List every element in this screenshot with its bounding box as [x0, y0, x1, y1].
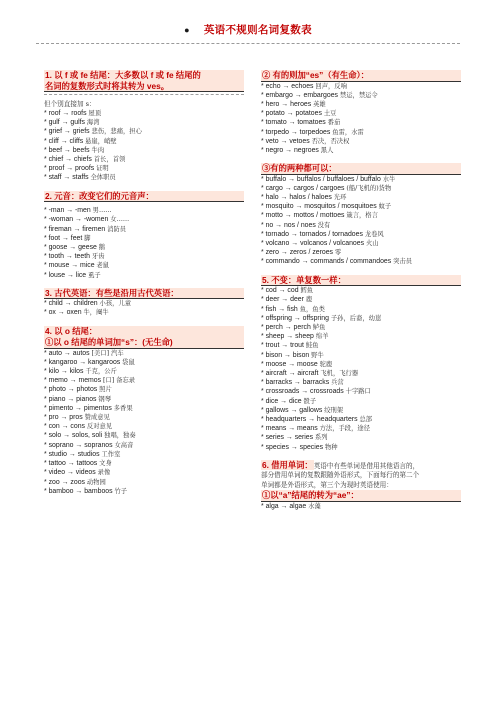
- word-pair: * proof → proofs: [44, 165, 95, 173]
- list-item: [44, 395, 244, 404]
- list-item: [44, 459, 244, 468]
- chinese-meaning: 女高音: [114, 441, 134, 449]
- word-pair: * trout → trout: [261, 342, 304, 350]
- word-pair: * species → species: [261, 443, 324, 451]
- word-pair: * pimento → pimentos: [44, 404, 112, 412]
- chinese-meaning: 反对意见: [86, 423, 113, 431]
- list-item: [261, 295, 461, 304]
- list-item: [261, 443, 461, 452]
- word-pair: * child → children: [44, 300, 98, 308]
- section-4-list-2: [261, 82, 461, 156]
- list-item: [44, 234, 244, 243]
- list-item: [44, 261, 244, 270]
- list-item: [261, 433, 461, 442]
- chinese-meaning: 龙卷风: [364, 230, 384, 238]
- list-item: [261, 397, 461, 406]
- chinese-meaning: 小孩，儿童: [99, 300, 132, 308]
- list-item: [44, 215, 244, 224]
- chinese-meaning: 番茄: [327, 119, 341, 127]
- list-item: [261, 239, 461, 248]
- list-item: [44, 450, 244, 459]
- list-item: [261, 314, 461, 323]
- chinese-meaning: (船/飞机的)货物: [346, 184, 392, 192]
- chinese-meaning: 千克，公斤: [85, 368, 117, 376]
- word-pair: * tomato → tomatoes: [261, 119, 326, 127]
- word-pair: * con → cons: [44, 423, 85, 431]
- list-item: [261, 248, 461, 257]
- word-pair: * staff → staffs: [44, 174, 89, 182]
- list-item: [261, 230, 461, 239]
- list-item: [261, 378, 461, 387]
- word-pair: * -woman → -women: [44, 216, 109, 224]
- chinese-meaning: 鱼，鱼类: [299, 305, 325, 313]
- chinese-meaning: 绞刑架: [324, 406, 344, 414]
- chinese-meaning: 方法，手段，途径: [319, 425, 370, 433]
- list-item: [261, 91, 461, 100]
- word-pair: * louse → lice: [44, 271, 87, 279]
- chinese-meaning: 兵营: [331, 379, 344, 387]
- list-item: [44, 404, 244, 413]
- word-pair: * sheep → sheep: [261, 333, 314, 341]
- list-item: [44, 206, 244, 215]
- word-pair: * piano → pianos: [44, 395, 97, 403]
- chinese-meaning: 没有: [317, 221, 331, 229]
- section-3-heading: 3. 古代英语：有些是沿用古代英语：: [44, 288, 244, 300]
- word-pair: * deer → deer: [261, 296, 304, 304]
- word-pair: * dice → dice: [261, 397, 302, 405]
- chinese-meaning: 禁运，禁运令: [339, 91, 378, 99]
- list-item: [261, 146, 461, 155]
- section-4-subheading-2: ② 有的则加“es”（有生命）：: [261, 70, 461, 82]
- list-item: [261, 305, 461, 314]
- list-item: [44, 431, 244, 440]
- list-item: [261, 100, 461, 109]
- chinese-meaning: 女……: [110, 216, 130, 224]
- chinese-meaning: 系列: [315, 434, 328, 442]
- list-item: [44, 127, 244, 136]
- list-item: [261, 332, 461, 341]
- word-pair: * -man → -men: [44, 207, 91, 215]
- chinese-meaning: 牙齿: [91, 253, 105, 261]
- list-item: [44, 308, 244, 317]
- bullet-icon: ●: [184, 25, 190, 35]
- word-pair: * gulf → gulfs: [44, 119, 85, 127]
- list-item: [261, 109, 461, 118]
- section-1-list: [44, 109, 244, 183]
- list-item: [44, 367, 244, 376]
- chinese-meaning: 飞机，飞行器: [320, 369, 359, 377]
- word-pair: * ox → oxen: [44, 309, 82, 317]
- list-item: [44, 376, 244, 385]
- list-item: [44, 137, 244, 146]
- word-pair: * zero → zeros / zeroes: [261, 249, 333, 257]
- chinese-meaning: 鳕鱼: [300, 287, 314, 295]
- chinese-meaning: 骰子: [303, 397, 317, 405]
- list-item: [261, 502, 461, 511]
- list-item: [44, 252, 244, 261]
- list-item: [261, 184, 461, 193]
- list-item: [44, 468, 244, 477]
- word-pair: * zoo → zoos: [44, 478, 85, 486]
- list-item: [44, 118, 244, 127]
- word-pair: * cliff → cliffs: [44, 137, 84, 145]
- chinese-meaning: 全体职员: [90, 174, 116, 182]
- section-1-heading: 1. 以 f 或 fe 结尾：大多数以 f 或 fe 结尾的 名词的复数形式时将其转为 ves。: [44, 70, 244, 92]
- chinese-meaning: [口] 备忘录: [102, 377, 136, 385]
- list-item: [261, 193, 461, 202]
- word-pair: * video → videos: [44, 469, 96, 477]
- word-pair: * pro → pros: [44, 414, 83, 422]
- list-item: [44, 422, 244, 431]
- chinese-meaning: 零: [334, 249, 342, 257]
- word-pair: * mosquito → mosquitos / mosquitoes: [261, 203, 377, 211]
- chinese-meaning: 十字路口: [345, 388, 371, 396]
- section-4-list-1: [44, 349, 244, 496]
- chinese-meaning: 绵羊: [315, 333, 329, 341]
- chinese-meaning: 证明: [96, 165, 109, 173]
- section-4-subheading-1: ①以 o 结尾的单词加“s”：(无生命): [44, 337, 244, 349]
- chinese-meaning: 多香果: [113, 404, 133, 412]
- word-pair: * grief → griefs: [44, 128, 90, 136]
- chinese-meaning: 首长，首领: [93, 156, 126, 164]
- chinese-meaning: 独唱，独奏: [104, 432, 136, 440]
- list-item: [44, 413, 244, 422]
- chinese-meaning: 水藻: [308, 502, 321, 510]
- chinese-meaning: 鱼雷，水雷: [332, 128, 364, 136]
- chinese-meaning: 子孙，后裔，幼崽: [330, 314, 382, 322]
- chinese-meaning: 光环: [333, 194, 347, 202]
- list-item: [261, 360, 461, 369]
- word-pair: * commando → commands / commandoes: [261, 258, 392, 266]
- word-pair: * buffalo → buffalos / buffaloes / buffalo: [261, 175, 381, 183]
- list-item: [44, 487, 244, 496]
- chinese-meaning: 驼鹿: [319, 360, 333, 368]
- chinese-meaning: 赞成意见: [84, 414, 110, 422]
- chinese-meaning: 英雄: [313, 100, 326, 108]
- word-pair: * bamboo → bamboos: [44, 487, 113, 495]
- chinese-meaning: 火山: [365, 240, 379, 248]
- list-item: [44, 271, 244, 280]
- list-item: [44, 358, 244, 367]
- page-title: ● 英语不规则名词复数表: [184, 24, 312, 36]
- word-pair: * halo → halos / haloes: [261, 194, 332, 202]
- chinese-meaning: 突击员: [393, 258, 413, 266]
- word-pair: * goose → geese: [44, 243, 97, 251]
- chinese-meaning: 海湾: [86, 119, 100, 127]
- word-pair: * fireman → firemen: [44, 225, 106, 233]
- word-pair: * mouse → mice: [44, 262, 95, 270]
- word-pair: * gallows → gallows: [261, 406, 323, 414]
- section-6-subheading-1: ①以“a”结尾的转为“ae”：: [261, 490, 461, 502]
- list-item: [261, 221, 461, 230]
- word-pair: * fish → fish: [261, 305, 298, 313]
- list-item: [261, 415, 461, 424]
- title-divider: [36, 43, 460, 44]
- chinese-meaning: 野牛: [311, 351, 324, 359]
- chinese-meaning: 否决，否决权: [311, 137, 350, 145]
- chinese-meaning: 工作室: [101, 450, 121, 458]
- chinese-meaning: 物种: [324, 443, 338, 451]
- chinese-meaning: 竹子: [114, 487, 128, 495]
- section-6-list-1: [261, 502, 461, 511]
- word-pair: * beef → beefs: [44, 146, 90, 154]
- list-item: [261, 323, 461, 332]
- list-item: [44, 225, 244, 234]
- word-pair: * kangaroo → kangaroos: [44, 358, 121, 366]
- word-pair: * veto → vetoes: [261, 137, 310, 145]
- list-item: [261, 387, 461, 396]
- word-pair: * solo → solos, soli: [44, 432, 103, 440]
- list-item: [261, 341, 461, 350]
- list-item: [261, 82, 461, 91]
- chinese-meaning: 屋顶: [88, 110, 102, 117]
- list-item: [261, 257, 461, 266]
- section-5-heading: 5. 不变：单复数一样：: [261, 275, 461, 287]
- chinese-meaning: 消防员: [107, 225, 127, 233]
- word-pair: * echo → echoes: [261, 82, 314, 90]
- section-4-list-3: [261, 175, 461, 267]
- section-1-intro: 但个别直接加 s：: [44, 100, 96, 108]
- chinese-meaning: [美口] 汽车: [91, 349, 124, 357]
- word-pair: * torpedo → torpedoes: [261, 128, 331, 136]
- list-item: [261, 175, 461, 184]
- word-pair: * no → nos / noes: [261, 221, 316, 229]
- list-item: [261, 202, 461, 211]
- list-item: [44, 155, 244, 164]
- word-pair: * kilo → kilos: [44, 368, 84, 376]
- word-pair: * alga → algae: [261, 502, 307, 510]
- chinese-meaning: 蚊子: [378, 203, 392, 211]
- section-2-heading: 2. 元音：改变它们的元音声：: [44, 191, 244, 203]
- list-item: [261, 128, 461, 137]
- word-pair: * barracks → barracks: [261, 379, 330, 387]
- chinese-meaning: 照片: [99, 386, 112, 394]
- chinese-meaning: 牛肉: [91, 146, 105, 154]
- section-6-intro: 6. 借用单词：英语中有些单词是借用其他语言的，: [262, 459, 420, 470]
- chinese-meaning: 脚: [84, 234, 91, 242]
- word-pair: * cod → cod: [261, 287, 299, 295]
- list-item: [261, 424, 461, 433]
- word-pair: * embargo → embargoes: [261, 91, 338, 99]
- chinese-meaning: 虱子: [88, 271, 101, 279]
- word-pair: * moose → moose: [261, 360, 318, 368]
- chinese-meaning: 钢琴: [98, 395, 111, 403]
- chinese-meaning: 水牛: [382, 175, 396, 183]
- chinese-meaning: 黑人: [320, 146, 334, 154]
- word-pair: * cargo → cargos / cargoes: [261, 184, 345, 192]
- chinese-meaning: 土豆: [323, 110, 337, 118]
- chinese-meaning: 悬崖，峭壁: [85, 137, 117, 145]
- word-pair: * chief → chiefs: [44, 156, 92, 164]
- word-pair: * soprano → sopranos: [44, 441, 113, 449]
- list-item: [44, 146, 244, 155]
- chinese-meaning: 动物园: [86, 478, 106, 486]
- list-item: [44, 299, 244, 308]
- word-pair: * tooth → teeth: [44, 253, 90, 261]
- chinese-meaning: 文身: [99, 460, 112, 468]
- section-5-list: [261, 286, 461, 452]
- word-pair: * offspring → offspring: [261, 314, 329, 322]
- section-2-list: [44, 206, 244, 280]
- list-item: [44, 441, 244, 450]
- word-pair: * auto → autos: [44, 349, 90, 357]
- chinese-meaning: 总部: [359, 416, 373, 423]
- word-pair: * roof → roofs: [44, 110, 87, 117]
- word-pair: * headquarters → headquarters: [261, 416, 358, 423]
- list-item: [261, 369, 461, 378]
- list-item: [44, 243, 244, 252]
- word-pair: * memo → memos: [44, 377, 102, 385]
- chinese-meaning: 箴言，格言: [346, 212, 378, 220]
- word-pair: * foot → feet: [44, 234, 83, 242]
- word-pair: * motto → mottos / mottoes: [261, 212, 345, 220]
- chinese-meaning: 鲑鱼: [305, 342, 319, 350]
- word-pair: * bison → bison: [261, 351, 310, 359]
- word-pair: * perch → perch: [261, 323, 311, 331]
- chinese-meaning: 袋鼠: [122, 358, 135, 366]
- list-item: [44, 173, 244, 182]
- list-item: [44, 164, 244, 173]
- word-pair: * volcano → volcanos / volcanoes: [261, 240, 365, 248]
- word-pair: * potato → potatoes: [261, 110, 322, 118]
- word-pair: * crossroads → crossroads: [261, 388, 344, 396]
- section-3-list: [44, 299, 244, 317]
- word-pair: * negro → negroes: [261, 146, 319, 154]
- list-item: [261, 118, 461, 127]
- list-item: [261, 211, 461, 220]
- word-pair: * studio → studios: [44, 450, 100, 458]
- chinese-meaning: 录像: [97, 469, 111, 477]
- chinese-meaning: 鹅: [98, 243, 106, 251]
- left-column: [44, 70, 244, 496]
- word-pair: * tattoo → tattoos: [44, 460, 98, 468]
- word-pair: * series → series: [261, 434, 314, 442]
- list-item: [261, 137, 461, 146]
- chinese-meaning: 悲伤，悲痛，担心: [91, 128, 142, 136]
- word-pair: * photo → photos: [44, 386, 98, 394]
- list-item: [44, 109, 244, 118]
- list-item: [44, 385, 244, 394]
- list-item: [261, 351, 461, 360]
- word-pair: * tornado → tornados / tornadoes: [261, 230, 363, 238]
- word-pair: * aircraft → aircraft: [261, 369, 319, 377]
- section-6-heading: 6. 借用单词：: [262, 459, 313, 470]
- word-pair: * means → means: [261, 425, 318, 433]
- chinese-meaning: 鹿: [305, 296, 313, 304]
- section-4-subheading-3: ③有的两种都可以：: [261, 163, 461, 175]
- list-item: [44, 349, 244, 358]
- chinese-meaning: 牛，阉牛: [83, 309, 109, 317]
- section-4-heading: 4. 以 o 结尾：: [44, 326, 244, 338]
- list-item: [44, 478, 244, 487]
- chinese-meaning: 老鼠: [96, 262, 110, 270]
- list-item: [261, 406, 461, 415]
- chinese-meaning: 男……: [92, 207, 112, 215]
- list-item: [261, 286, 461, 295]
- right-column: ② 有的则加“es”（有生命）： * echo → echoes 回声，反响 * embargo → embargoes 禁运，禁运令 * hero → heroes 英雄 * potato → potatoes 土豆 * tomato → tomatoes 番茄 * torpedo → torpedoes 鱼雷，水雷 * veto → vetoes 否决，否决权 * negro → negroes 黑人 ③有的两种都可以： * buffalo → buffalos / buffaloes / buffalo 水牛 * cargo → cargos / cargoes (船/飞机的)货物 * halo → halos / haloes 光环 * mosquito → mosquitos / mosquitoes 蚊子 * motto → mottos / mottoes 箴言，格言 * no → nos / noes 没有 * tornado → tornados / tornadoes 龙卷风 * volcano → volcanos / volcanoes 火山 * zero → zeros / zeroes 零 * commando → commands / commandoes 突击员 5. 不变：单复数一样： * cod → cod 鳕鱼 * deer → deer 鹿 * fish → fish 鱼，鱼类 * offspring → offspring 子孙，后裔，幼崽 * perch → perch 鲈鱼 * sheep → sheep 绵羊 * trout → trout 鲑鱼 * bison → bison 野牛 * moose → moose 驼鹿 * aircraft → aircraft 飞机，飞行器 * barracks → barracks 兵营 * crossroads → crossroads 十字路口 * dice → dice 骰子 * gallows → gallows 绞刑架 * headquarters → headquarters 总部 * means → means 方法，手段，途径 * series → series 系列 * species → species 物种 6. 借用单词：英语中有些单词是借用其他语言的， 部分借用单词的复数跟随外语形式，下面每行的第二个 单词都是外语形式，第三个为现时英语使用： ①以“a”结尾的转为“ae”： * alga → algae 水藻: [261, 70, 461, 511]
- word-pair: * hero → heroes: [261, 100, 312, 108]
- chinese-meaning: 鲈鱼: [312, 323, 326, 331]
- chinese-meaning: 回声，反响: [315, 82, 347, 90]
